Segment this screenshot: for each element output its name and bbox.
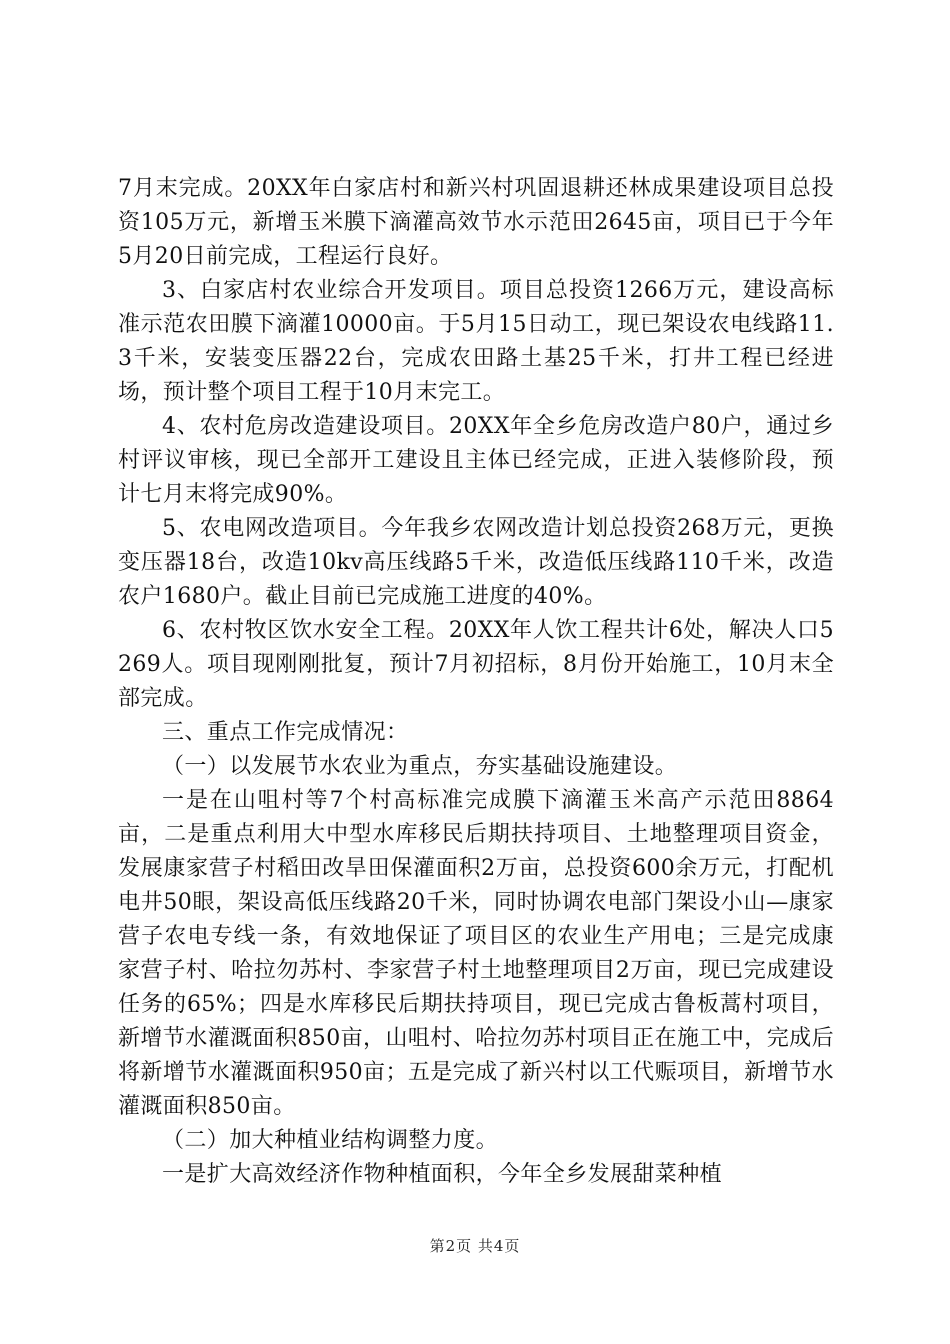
paragraph: 一是扩大高效经济作物种植面积，今年全乡发展甜菜种植 bbox=[162, 1162, 723, 1187]
paragraph: 4、农村危房改造建设项目。20XX年全乡危房改造户80户，通过乡村评议审核，现已全部开工建设且主体已经完成，正进入装修阶段，预计七月末将完成90%。 bbox=[118, 414, 834, 507]
paragraph: 一是在山咀村等7个村高标准完成膜下滴灌玉米高产示范田8864亩，二是重点利用大中型水库移民后期扶持项目、土地整理项目资金，发展康家营子村稻田改旱田保灌面积2万亩，总投资600余万元，打配机电井50眼，架设高低压线路20千米，同时协调农电部门架设小山—康家营子农电专线一条，有效地保证了项目区的农业生产用电；三是完成康家营子村、哈拉勿苏村、李家营子村土地整理项目2万亩，现已完成建设任务的65%；四是水库移民后期扶持项目，现已完成古鲁板蒿村项目，新增节水灌溉面积850亩，山咀村、哈拉勿苏村项目正在施工中，完成后将新增节水灌溉面积950亩；五是完成了新兴村以工代赈项目，新增节水灌溉面积850亩。 bbox=[118, 788, 834, 1119]
paragraph: （一）以发展节水农业为重点，夯实基础设施建设。 bbox=[162, 754, 678, 779]
paragraph: 三、重点工作完成情况： bbox=[162, 720, 409, 745]
paragraph: 6、农村牧区饮水安全工程。20XX年人饮工程共计6处，解决人口5269人。项目现刚刚批复，预计7月初招标，8月份开始施工，10月末全部完成。 bbox=[118, 618, 834, 711]
document-body bbox=[118, 172, 834, 1192]
paragraph: （二）加大种植业结构调整力度。 bbox=[162, 1128, 499, 1153]
paragraph: 3、白家店村农业综合开发项目。项目总投资1266万元，建设高标准示范农田膜下滴灌10000亩。于5月15日动工，现已架设农电线路11.3千米，安装变压器22台，完成农田路土基25千米，打井工程已经进场，预计整个项目工程于10月末完工。 bbox=[118, 278, 834, 405]
page-footer: 第2页 共4页 bbox=[429, 1237, 521, 1255]
paragraph: 7月末完成。20XX年白家店村和新兴村巩固退耕还林成果建设项目总投资105万元，新增玉米膜下滴灌高效节水示范田2645亩，项目已于今年5月20日前完成，工程运行良好。 bbox=[118, 176, 834, 269]
paragraph: 5、农电网改造项目。今年我乡农网改造计划总投资268万元，更换变压器18台，改造10kv高压线路5千米，改造低压线路110千米，改造农户1680户。截止目前已完成施工进度的40%。 bbox=[118, 516, 834, 609]
